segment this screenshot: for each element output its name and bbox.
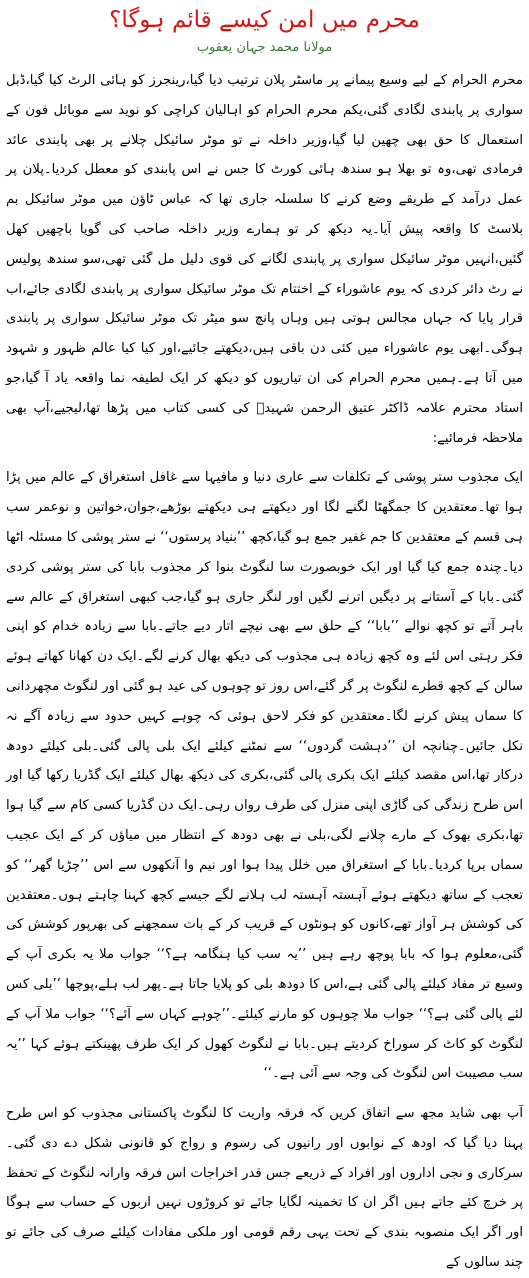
article-paragraph-story: ایک مجذوب ستر پوشی کے تکلفات سے عاری دنیا و مافیہا سے غافل استغراق کے عالم میں پڑا ہوا تھا۔معتقدین کا جمگھٹا لگنے لگا اور دیکھتے ہی دیکھتے بوڑھے،جوان،خواتین و نوعمر سب ہی قسم کے معتقدین کا جم غفیر جمع ہو گیا،کچھ ’’بنیاد پرستوں‘‘ نے ستر پوشی کا مسئلہ اٹھا دیا۔چندہ جمع کیا گیا اور ایک خوبصورت سا لنگوٹ بنوا کر مجذوب بابا کی ستر پوشی کردی گئی۔بابا کے آستانے پر دیگیں اترنے لگیں اور لنگر جاری ہو گیا،جب کبھی استغراق کے عالم سے باہر آتے تو کچھ نوالے ’’بابا‘‘ کے حلق سے بھی نیچے اتار دیے جاتے۔بابا سے زیادہ خدام کو اپنی فکر رہتی اس لئے وہ کچھ زیادہ ہی مجذوب کی دیکھ بھال کرنے لگے۔ایک دن کھانا کھاتے ہوئے سالن کے کچھ قطرے لنگوٹ پر گر گئے،اس روز تو چوہوں کی عید ہو گئی اور لنگوٹ مچھردانی کا سماں پیش کرنے لگا۔معتقدین کو فکر لاحق ہوئی کہ چوہے کہیں حدود سے زیادہ آگے نہ نکل جائیں۔چنانچہ ان ’’دہشت گردوں‘‘ سے نمٹنے کیلئے ایک بلی پالی گئی۔بلی کیلئے دودھ درکار تھا،اس مقصد کیلئے ایک بکری پالی گئی،بکری کی دیکھ بھال کیلئے ایک گڈریا رکھا گیا اور اس طرح زندگی کی گاڑی اپنی منزل کی طرف رواں رہی۔ایک دن گڈریا کسی کام سے گیا ہوا تھا،بکری بھوک کے مارے چلانے لگی،بلی نے بھی دودھ کے انتظار میں میاؤں کر کے ایک عجیب سماں برپا کردیا۔بابا کے استغراق میں خلل پیدا ہوا اور نیم وا آنکھوں سے اس ’’چڑیا گھر‘‘ کو تعجب کے ساتھ دیکھتے ہوئے آہستہ آہستہ لب ہلانے لگے جیسے کچھ کہنا چاہتے ہوں۔معتقدین کی کوشش ہر آواز تھے،کانوں کو ہونٹوں کے قریب کر کے بات سمجھنے کی بھرپور کوشش کی گئی،معلوم ہوا کہ بابا پوچھ رہے ہیں ’’یہ سب کیا ہنگامہ ہے؟‘‘ جواب ملا یہ بکری آپ کے وسیع تر مفاد کیلئے پالی گئی ہے،اس کا دودھ بلی کو پلایا جاتا ہے۔پھر لب ہلے،پوچھا ’’بلی کس لئے پالی گئی ہے؟‘‘ جواب ملا چوہوں کو مارنے کیلئے۔’’چوہے کہاں سے آئے؟‘‘ جواب ملا آپ کے لنگوٹ کو کاٹ کر سوراخ کردیتے ہیں۔بابا نے لنگوٹ کھول کر ایک طرف پھینکتے ہوئے کہا ’’یہ سب مصیبت اس لنگوٹ کی وجہ سے آئی ہے۔‘‘ [6, 470, 523, 1082]
article-paragraph-intro: محرم الحرام کے لیے وسیع پیمانے پر ماسٹر پلان ترتیب دیا گیا،رینجرز کو ہائی الرٹ کیا گیا،ڈبل سواری پر پابندی لگادی گئی،یکم محرم الحرام کو اہالیان کراچی کو نوید سے موبائل فون کے استعمال کا حق بھی چھین لیا گیا،وزیر داخلہ نے تو موٹر سائیکل چلانے پر بھی پابندی عائد فرمادی تھی،وہ تو بھلا ہو سندھ ہائی کورٹ کا جس نے اس پابندی کو معطل کردیا۔پلان پر عمل درآمد کے طریقے وضع کرنے کا سلسلہ جاری تھا کہ عباس ٹاؤن میں موٹر سائیکل بم بلاسٹ کا واقعہ پیش آیا۔یہ دیکھ کر تو ہمارے وزیر داخلہ صاحب کی گویا باچھیں کھل گئیں،انہیں موٹر سائیکل سواری پر پابندی لگانے کی قوی دلیل مل گئی تھی،سو سندھ پولیس نے رٹ دائر کردی کہ یوم عاشوراء کے اختتام تک موٹر سائیکل سواری پر پابندی لگادی جائے،اب قرار پایا کہ جہاں مجالس ہوتی ہیں وہاں پانچ سو میٹر تک موٹر سائیکل سواری پر پابندی ہوگی۔ابھی یوم عاشوراء میں کئی دن باقی ہیں،دیکھتے جائیے،اور کیا کیا عالم ظہور و شہود میں آتا ہے۔ہمیں محرم الحرام کی ان تیاریوں کو دیکھ کر ایک لطیفہ نما واقعہ یاد آ گیا،جو استاد محترم علامہ ڈاکٹر عتیق الرحمن شہیدؒ کی کسی کتاب میں پڑھا تھا،لیجیے،آپ بھی ملاحظہ فرمائیے: [6, 73, 523, 446]
article-paragraph-conclusion: آپ بھی شاید مجھ سے اتفاق کریں کہ فرقہ واریت کا لنگوٹ پاکستانی مجذوب کو اس طرح پہنا دیا گیا کہ اودھ کے نوابوں اور رانیوں کی رسوم و رواج کو قانونی شکل دے دی گئی۔سرکاری و نجی اداروں اور افراد کے ذریعے جس قدر اخراجات اس فرقہ وارانہ لنگوٹ کے تحفظ پر خرچ کئے جاتے ہیں اگر ان کا تخمینہ لگایا جائے تو کروڑوں نہیں اربوں کے حساب سے ہوگا اور اگر ایک منصوبہ بندی کے تحت یہی رقم قومی اور ملکی مفادات کیلئے صرف کی جائے تو چند سالوں کے [6, 1106, 523, 1271]
article-title: محرم میں امن کیسے قائم ہوگا؟ [109, 7, 420, 33]
article-author: مولانا محمد جہان یعقوب [196, 40, 333, 55]
